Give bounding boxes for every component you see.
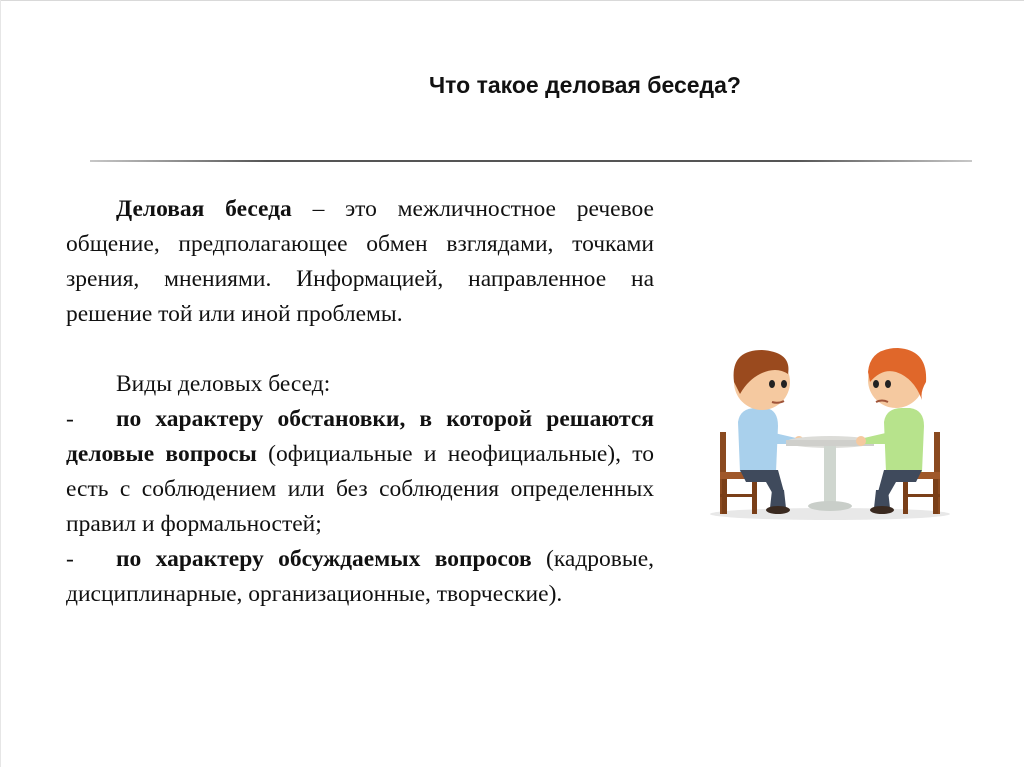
slide-top-border [0,0,1024,1]
list-item [66,542,654,612]
slide-left-border [0,0,1,767]
right-person-icon [856,348,926,514]
definition-paragraph [66,192,654,332]
list-item-bold: по характеру обсуждаемых вопросов [116,546,532,572]
list-item-text: (кадровые, дисциплинарные, организационные, творческие). [66,546,654,607]
list-item [66,402,654,542]
list-item-bold: по характеру обстановки, в которой решаются деловые вопросы [66,406,654,467]
types-heading: Виды деловых бесед: [116,371,331,397]
slide-body [66,192,654,612]
list-dash: - [66,546,74,572]
slide-title: Что такое деловая беседа? [429,72,741,98]
list-dash: - [66,406,74,432]
title-divider [90,160,972,162]
two-people-at-table-illustration [700,322,960,522]
table-icon [786,436,874,511]
left-person-icon [734,350,804,514]
list-item-text: (официальные и неофициальные), то есть с соблюдением или без соблюдения определенных правил и формальностей; [66,441,655,537]
definition-term: Деловая беседа [116,196,292,222]
definition-text: – это межличностное речевое общение, предполагающее обмен взглядами, точками зрения, мнениями. Информацией, направленное на решение той или иной проблемы. [66,196,654,327]
